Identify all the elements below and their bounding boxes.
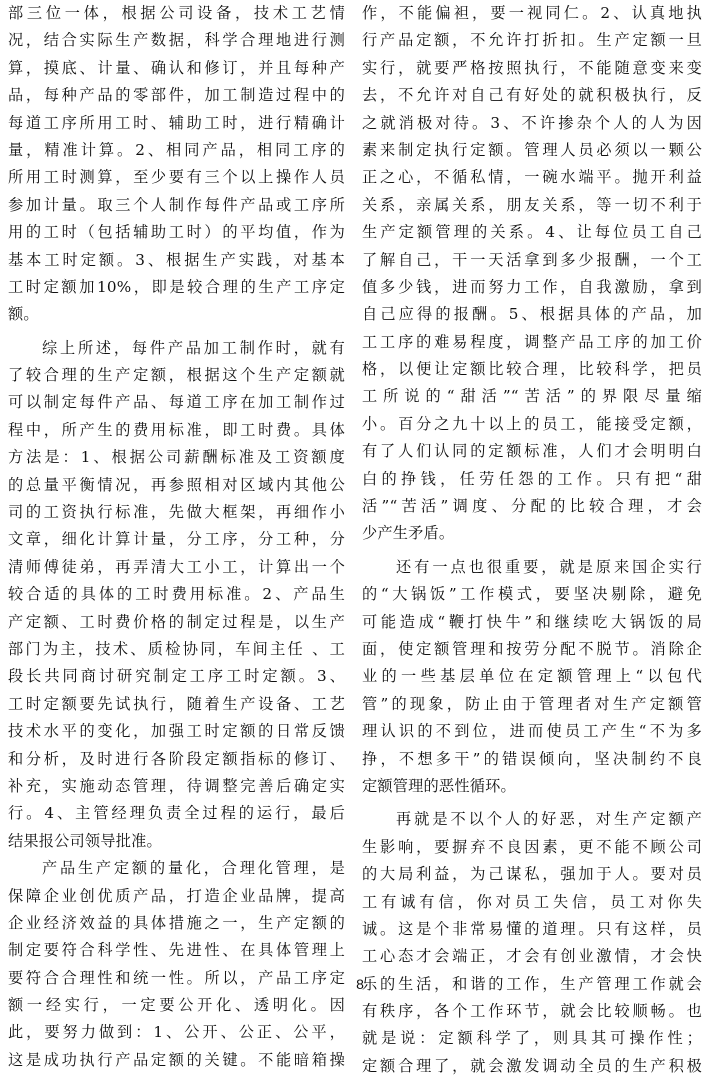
text-line: 程中，所产生的费用标准，即工时费。具体 (8, 420, 345, 439)
text-line: 这是成功执行产品定额的关键。不能暗箱操 (8, 1050, 345, 1069)
text-line: 可以制定每件产品、每道工序在加工制作过 (8, 393, 345, 412)
text-line: 基本工时定额。3、根据生产实践，对基本 (8, 250, 345, 269)
text-line: 了较合理的生产定额，根据这个生产定额就 (8, 366, 345, 385)
text-line: 方法是：1、根据公司薪酬标准及工资额度 (8, 448, 345, 467)
text-line: 品，每种产品的零部件，加工制造过程中的 (8, 86, 345, 105)
text-line: 去，不允许对自己有好处的就积极执行，反 (362, 86, 702, 105)
text-line: 面，使定额管理和按劳分配不脱节。消除企 (362, 639, 702, 658)
text-line: 的“大锅饭”工作模式，要坚决剔除，避免 (362, 585, 702, 604)
text-line: 正之心，不循私情，一碗水端平。抛开利益 (362, 168, 702, 187)
text-line: 业的一些基层单位在定额管理上“以包代 (362, 667, 702, 686)
text-line: 生影响，要摒弃不良因素，更不能不顾公司 (362, 837, 702, 856)
text-line: 和分析，及时进行各阶段定额指标的修订、 (8, 749, 345, 768)
text-line: 综上所述，每件产品加工制作时，就有 (42, 338, 345, 357)
text-line: 诚。这是个非常易懂的道理。只有这样，员 (362, 919, 702, 938)
text-line: 挣，不想多干”的错误倾向，坚决制约不良 (362, 749, 702, 768)
text-line: 所用工时测算，至少要有三个以上操作人员 (8, 168, 345, 187)
text-line: 的大局利益，为己谋私，强加于人。要对员 (362, 865, 702, 884)
text-line: 技术水平的变化，加强工时定额的日常反馈 (8, 722, 345, 741)
text-line: 工时定额要先试执行，随着生产设备、工艺 (8, 694, 345, 713)
text-line: 活”“苦活”调度、分配的比较合理，才会 (362, 497, 702, 516)
text-line: 工工序的难易程度，调整产品工序的加工价 (362, 332, 702, 351)
text-line: 保障企业创优质产品，打造企业品牌，提高 (8, 886, 345, 905)
text-line: 况，结合实际生产数据，科学合理地进行测 (8, 31, 345, 50)
text-line: 工心态才会端正，才会有创业激情，才会快 (362, 947, 702, 966)
page-number: 8 (356, 976, 364, 992)
text-line: 之就消极对待。3、不许掺杂个人的人为因 (362, 113, 702, 132)
text-line: 产定额、工时费价格的制定过程是，以生产 (8, 612, 345, 631)
text-line: 此，要努力做到：1、公开、公正、公平， (8, 1023, 345, 1042)
text-line: 工有诚有信，你对员工失信，员工对你失 (362, 892, 702, 911)
text-line: 部门为主，技术、质检协同，车间主任 、工 (8, 639, 345, 658)
text-line: 司的工资执行标准，先做大框架，再细作小 (8, 503, 345, 522)
text-line: 小。百分之九十以上的员工，能接受定额， (362, 414, 702, 433)
text-line: 工时定额加10%，即是较合理的生产工序定 (8, 277, 345, 296)
text-line: 定额管理的恶性循环。 (362, 776, 516, 795)
text-line: 关系，亲属关系，朋友关系，等一切不利于 (362, 195, 702, 214)
text-line: 实行，就要严格按照执行，不能随意变来变 (362, 58, 702, 77)
text-line: 行。4、主管经理负责全过程的运行，最后 (8, 804, 345, 823)
text-line: 产品生产定额的量化，合理化管理，是 (42, 859, 345, 878)
text-line: 清师傅徒弟，再弄清大工小工，计算出一个 (8, 557, 345, 576)
right-column (362, 0, 702, 1080)
text-line: 额一经实行，一定要公开化、透明化。因 (8, 996, 345, 1015)
text-line: 生产定额管理的关系。4、让每位员工自己 (362, 223, 702, 242)
text-line: 要符合合理性和统一性。所以，产品工序定 (8, 968, 345, 987)
text-line: 了解自己，干一天活拿到多少报酬，一个工 (362, 250, 702, 269)
text-line: 制定要符合科学性、先进性、在具体管理上 (8, 941, 345, 960)
text-line: 有秩序，各个工作环节，就会比较顺畅。也 (362, 1002, 702, 1021)
text-line: 再就是不以个人的好恶，对生产定额产 (396, 810, 702, 829)
text-line: 部三位一体，根据公司设备，技术工艺情 (8, 4, 345, 22)
text-line: 参加计量。取三个人制作每件产品或工序所 (8, 195, 345, 214)
text-line: 的总量平衡情况，再参照相对区域内其他公 (8, 475, 345, 494)
text-line: 少产生矛盾。 (362, 524, 455, 543)
left-column (8, 0, 345, 1074)
text-line: 格，以便让定额比较合理，比较科学，把员 (362, 360, 702, 379)
text-line: 行产品定额，不允许打折扣。生产定额一旦 (362, 31, 702, 50)
text-line: 补充，实施动态管理，待调整完善后确定实 (8, 776, 345, 795)
text-line: 还有一点也很重要，就是原来国企实行 (396, 557, 702, 576)
text-line: 量，精准计算。2、相同产品，相同工序的 (8, 140, 345, 159)
text-line: 有了人们认同的定额标准，人们才会明明白 (362, 442, 702, 461)
text-line: 用的工时（包括辅助工时）的平均值，作为 (8, 223, 345, 242)
text-line: 较合适的具体的工时费用标准。2、产品生 (8, 585, 345, 604)
text-line: 理认识的不到位，进而使员工产生“不为多 (362, 722, 702, 741)
text-line: 算，摸底、计量、确认和修订，并且每种产 (8, 58, 345, 77)
text-line: 定额合理了，就会激发调动全员的生产积极 (362, 1056, 702, 1075)
text-line: 管”的现象，防止由于管理者对生产定额管 (362, 694, 702, 713)
text-line: 值多少钱，进而努力工作，自我激励，拿到 (362, 277, 702, 296)
text-line: 每道工序所用工时、辅助工时，进行精确计 (8, 113, 345, 132)
text-line: 素来制定执行定额。管理人员必须以一颗公 (362, 140, 702, 159)
text-line: 结果报公司领导批准。 (8, 831, 162, 850)
text-line: 自己应得的报酬。5、根据具体的产品，加 (362, 305, 702, 324)
text-line: 白的挣钱，任劳任怨的工作。只有把“甜 (362, 469, 702, 488)
text-line: 可能造成“鞭打快牛”和继续吃大锅饭的局 (362, 612, 702, 631)
text-line: 企业经济效益的具体措施之一，生产定额的 (8, 913, 345, 932)
text-line: 就是说：定额科学了，则具其可操作性； (362, 1029, 702, 1048)
text-line: 乐的生活，和谐的工作，生产管理工作就会 (362, 974, 702, 993)
text-line: 工所说的“甜活”“苦活”的界限尽量缩 (362, 387, 702, 406)
text-line: 段长共同商讨研究制定工序工时定额。3、 (8, 667, 345, 686)
text-line: 文章，细化计算计量，分工序，分工种，分 (8, 530, 345, 549)
text-line: 作，不能偏袒，要一视同仁。2、认真地执 (362, 4, 702, 22)
text-line: 额。 (8, 305, 39, 324)
